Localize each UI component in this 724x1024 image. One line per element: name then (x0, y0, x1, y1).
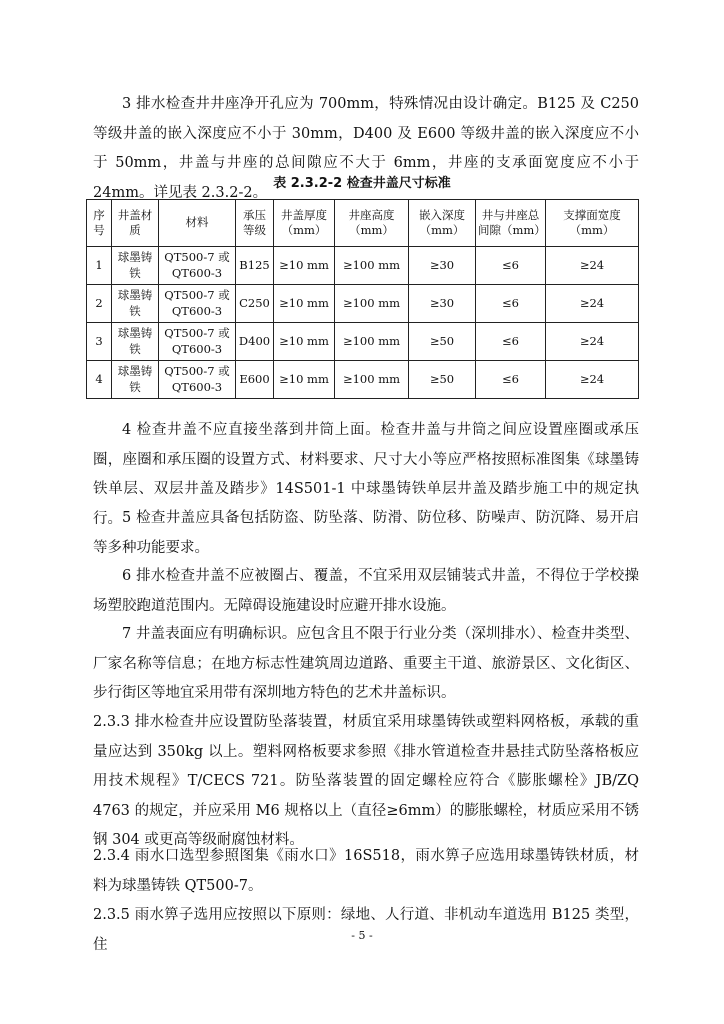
paragraph-clause-5: 5 检查井盖应具备包括防盗、防坠落、防滑、防位移、防噪声、防沉降、易开启等多种功能要求。 (93, 510, 639, 556)
manhole-cover-size-table (86, 199, 639, 399)
cell-total-gap: ≤6 (476, 285, 546, 323)
cell-material-type: 球墨铸铁 (112, 285, 159, 323)
header-total-gap: 井与井座总间隙（mm） (476, 200, 546, 247)
table-row (87, 323, 639, 361)
cell-load-class: E600 (236, 361, 274, 399)
cell-load-class: B125 (236, 247, 274, 285)
header-material-type: 井盖材质 (112, 200, 159, 247)
cell-load-class: D400 (236, 323, 274, 361)
cell-support-width: ≥24 (546, 361, 639, 399)
cell-support-width: ≥24 (546, 247, 639, 285)
cell-cover-thickness: ≥10 mm (274, 247, 335, 285)
cell-seat-height: ≥100 mm (335, 247, 409, 285)
section-2-3-3: 2.3.3 排水检查井应设置防坠落装置，材质宜采用球墨铸铁或塑料网格板，承载的重量应达到 350kg 以上。塑料网格板要求参照《排水管道检查井悬挂式防坠落格板应用技术规程》T/CECS 721。防坠落装置的固定螺栓应符合《膨胀螺栓》JB/ZQ 4763 的规定，并应采用 M6 规格以上（直径≥6mm）的膨胀螺栓，材质应采用不锈钢 304 或更高等级耐腐蚀材料。 (93, 714, 639, 848)
cell-material: QT500-7 或 QT600-3 (159, 361, 236, 399)
header-support-width: 支撑面宽度（mm） (546, 200, 639, 247)
cell-embed-depth: ≥50 (409, 361, 476, 399)
cell-seat-height: ≥100 mm (335, 361, 409, 399)
cell-embed-depth: ≥30 (409, 285, 476, 323)
header-embed-depth: 嵌入深度（mm） (409, 200, 476, 247)
page-number: - 5 - (351, 929, 373, 942)
paragraph-clause-7: 7 井盖表面应有明确标识。应包含且不限于行业分类（深圳排水）、检查井类型、厂家名称等信息；在地方标志性建筑周边道路、重要主干道、旅游景区、文化街区、步行街区等地宜采用带有深圳地方特色的艺术井盖标识。 (93, 626, 639, 701)
cell-embed-depth: ≥50 (409, 323, 476, 361)
table-row (87, 285, 639, 323)
section-2-3-4: 2.3.4 雨水口选型参照图集《雨水口》16S518，雨水箅子应选用球墨铸铁材质，材料为球墨铸铁 QT500-7。 (93, 848, 639, 894)
cell-seat-height: ≥100 mm (335, 285, 409, 323)
header-cover-thickness: 井盖厚度（mm） (274, 200, 335, 247)
cell-no: 4 (87, 361, 112, 399)
header-material: 材料 (159, 200, 236, 247)
table-row (87, 247, 639, 285)
cell-cover-thickness: ≥10 mm (274, 323, 335, 361)
cell-material: QT500-7 或 QT600-3 (159, 285, 236, 323)
section-2-3-5: 2.3.5 雨水箅子选用应按照以下原则：绿地、人行道、非机动车道选用 B125 类型，住 (93, 907, 639, 953)
header-no: 序号 (87, 200, 112, 247)
cell-total-gap: ≤6 (476, 323, 546, 361)
header-load-class: 承压等级 (236, 200, 274, 247)
cell-material-type: 球墨铸铁 (112, 361, 159, 399)
table-caption: 表 2.3.2-2 检查井盖尺寸标准 (273, 176, 451, 191)
cell-cover-thickness: ≥10 mm (274, 285, 335, 323)
cell-total-gap: ≤6 (476, 247, 546, 285)
cell-no: 1 (87, 247, 112, 285)
cell-material-type: 球墨铸铁 (112, 323, 159, 361)
paragraph-clause-4: 4 检查井盖不应直接坐落到井筒上面。检查井盖与井筒之间应设置座圈或承压圈，座圈和承压圈的设置方式、材料要求、尺寸大小等应严格按照标准图集《球墨铸铁单层、双层井盖及踏步》14S501-1 中球墨铸铁单层井盖及踏步施工中的规定执行。 (93, 422, 639, 527)
cell-embed-depth: ≥30 (409, 247, 476, 285)
cell-total-gap: ≤6 (476, 361, 546, 399)
table-header-row (87, 200, 639, 247)
cell-no: 3 (87, 323, 112, 361)
header-seat-height: 井座高度（mm） (335, 200, 409, 247)
cell-seat-height: ≥100 mm (335, 323, 409, 361)
table-row (87, 361, 639, 399)
cell-load-class: C250 (236, 285, 274, 323)
cell-no: 2 (87, 285, 112, 323)
paragraph-clause-6: 6 排水检查井盖不应被圈占、覆盖，不宜采用双层铺装式井盖，不得位于学校操场塑胶跑道范围内。无障碍设施建设时应避开排水设施。 (93, 568, 639, 614)
cell-material: QT500-7 或 QT600-3 (159, 323, 236, 361)
cell-support-width: ≥24 (546, 323, 639, 361)
cell-cover-thickness: ≥10 mm (274, 361, 335, 399)
cell-support-width: ≥24 (546, 285, 639, 323)
cell-material: QT500-7 或 QT600-3 (159, 247, 236, 285)
paragraph-clause-3: 3 排水检查井井座净开孔应为 700mm，特殊情况由设计确定。B125 及 C250 等级井盖的嵌入深度应不小于 30mm，D400 及 E600 等级井盖的嵌入深度应不小于 50mm，井盖与井座的总间隙应不大于 6mm，井座的支承面宽度应不小于 24mm。详见表 2.3.2-2。 (93, 96, 639, 201)
cell-material-type: 球墨铸铁 (112, 247, 159, 285)
